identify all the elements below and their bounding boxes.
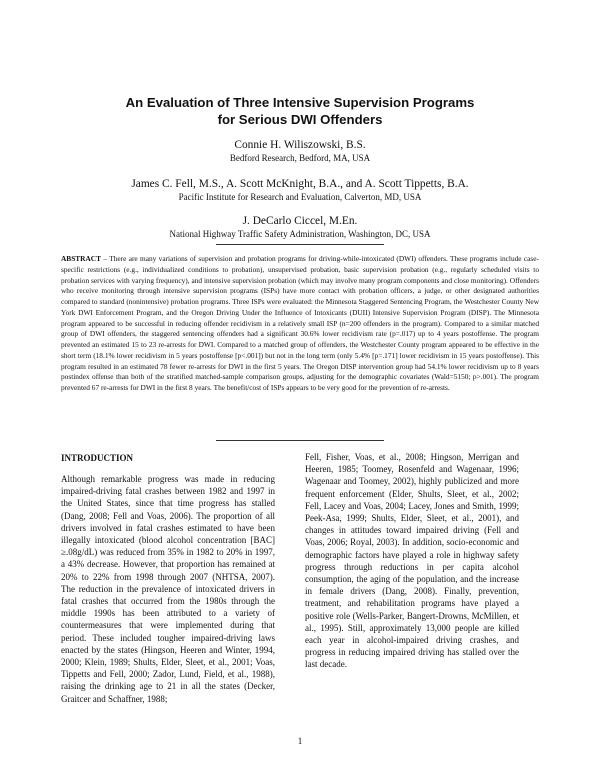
intro-paragraph-left: Although remarkable progress was made in reducing impaired-driving fatal crashes between 1982 and 1997 in the United States, since that time progress has stalled (Dang, 2008; Fell and Voas, 2006). The proportion of all drivers involved in fatal crashes estimated to have been illegally intoxicated (blood alcohol concentration [BAC] ≥.08g/dL) was reduced from 35% in 1982 to 20% in 1997, a 43% decrease. However, that proportion has remained at 20% to 22% from 1998 through 2007 (NHTSA, 2007). The reduction in the prevalence of intoxicated drivers in fatal crashes that occurred from the 1980s through the middle 1990s has been attributed to a variety of countermeasures that were implemented during that period. These included tougher impaired-driving laws enacted by the states (Hingson, Heeren and Winter, 1994, 2000; Klein, 1989; Shults, Elder, Sleet, et al., 2001; Voas, Tippetts and Fell, 2000; Zador, Lund, Field, et al., 1988), raising the drinking age to 21 in all the states (Decker, Graitcer and Schaffner, 1988;: [61, 474, 275, 704]
affiliation-2: Pacific Institute for Research and Evaluation, Calverton, MD, USA: [178, 192, 422, 202]
abstract: [61, 254, 539, 394]
section-heading-introduction: INTRODUCTION: [61, 453, 134, 463]
title-line-1: An Evaluation of Three Intensive Supervision Programs: [125, 95, 475, 110]
affiliation-1: Bedford Research, Bedford, MA, USA: [229, 153, 371, 163]
column-right: [305, 451, 519, 671]
divider-top: [216, 244, 384, 245]
title-line-2: for Serious DWI Offenders: [217, 112, 383, 127]
divider-bottom: [216, 440, 384, 441]
author-1: Connie H. Wiliszowski, B.S.: [234, 139, 366, 151]
abstract-text: – There are many variations of supervision and probation programs for driving-while-intoxicated (DWI) offenders. These programs include case-specific restrictions (e.g., individualized conditions to probation), unsupervised probation, basic supervision probation (e.g., regularly scheduled visits to probation services with varying frequency), and intensive supervision probation (which may involve many program components and close monitoring). Offenders who receive monitoring through intensive supervision programs (ISPs) have more contact with probation officers, a judge, or other designated authorities compared to standard (nonintensive) probation programs. Three ISPs were evaluated: the Minnesota Staggered Sentencing Program, the Westchester County New York DWI Enforcement Program, and the Oregon Driving Under the Influence of Intoxicants (DUII) Intensive Supervision Program (DISP). The Minnesota program appeared to be successful in reducing offender recidivism in a relatively small ISP (n=200 offenders in the program). Compared to a similar matched group of DWI offenders, the staggered sentencing offenders had a significant 30.6% lower recidivism rate (p=.017) up to 4 years postoffense. The program prevented an estimated 15 to 23 re-arrests for DWI. Compared to a matched group of offenders, the Westchester County program appeared to be effective in the short term (18.1% lower recidivism in 5 years postoffense [p<.001]) but not in the long term (only 5.4% [p=.171] lower recidivism in 15 years postoffense). This program resulted in an estimated 78 fewer re-arrests for DWI in the first 5 years. The Oregon DISP intervention group had 54.1% lower recidivism up to 8 years postindex offense than both of the stratified matched-sample comparison groups, adjusting for the demographic covariates (Wald=5150; p>.001). The program prevented 67 re-arrests for DWI in the first 8 years. The benefit/cost of ISPs appears to be very good for the prevention of re-arrests.: [61, 254, 539, 392]
author-2: James C. Fell, M.S., A. Scott McKnight, B.A., and A. Scott Tippetts, B.A.: [131, 178, 469, 190]
page-number: 1: [297, 736, 303, 746]
paper-title: [60, 94, 540, 128]
column-left: [61, 450, 275, 705]
affiliation-3: National Highway Traffic Safety Administration, Washington, DC, USA: [169, 229, 431, 239]
intro-paragraph-right: Fell, Fisher, Voas, et al., 2008; Hingson, Merrigan and Heeren, 1985; Toomey, Rosenfeld and Wagenaar, 1996; Wagenaar and Toomey, 2002), highly publicized and more frequent enforcement (Elder, Shults, Sleet, et al., 2002; Fell, Lacey and Voas, 2004; Lacey, Jones and Smith, 1999; Peek-Asa, 1999; Shults, Elder, Sleet, et al., 2001), and changes in attitudes toward impaired driving (Fell and Voas, 2006; Royal, 2003). In addition, socio-economic and demographic factors have played a role in highway safety progress through reductions in per capita alcohol consumption, the aging of the population, and the increase in female drivers (Dang, 2008). Finally, prevention, treatment, and rehabilitation programs have played a positive role (Wells-Parker, Bangert-Drowns, McMillen, et al., 1995). Still, approximately 13,000 people are killed each year in alcohol-impaired driving crashes, and progress in reducing impaired driving has stalled over the last decade.: [305, 452, 519, 670]
abstract-label: ABSTRACT: [61, 254, 101, 263]
author-3: J. DeCarlo Ciccel, M.En.: [242, 215, 358, 227]
